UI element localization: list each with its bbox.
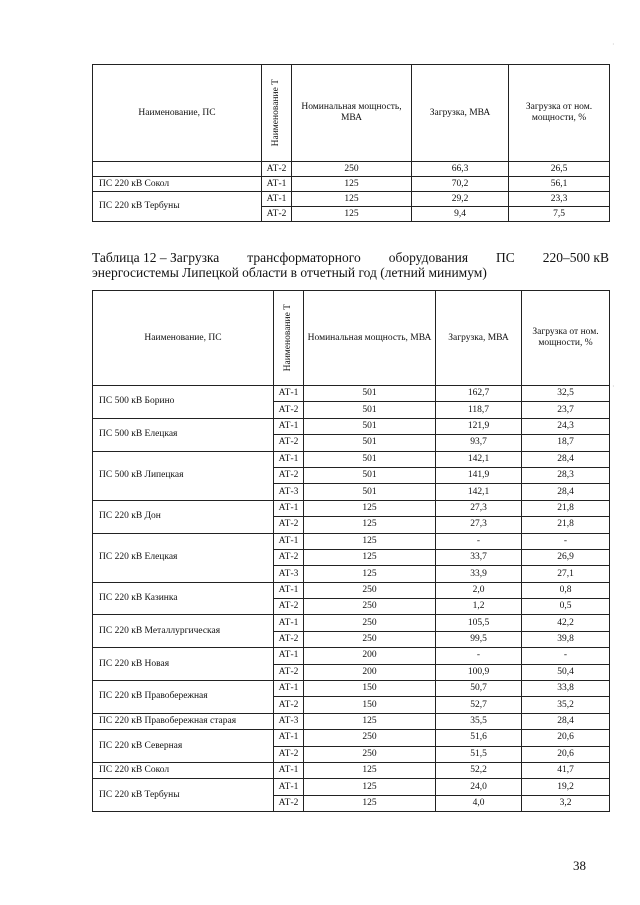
cell-power: 125	[304, 713, 436, 729]
cell-load: -	[436, 648, 522, 664]
cell-power: 125	[304, 533, 436, 549]
cell-name: ПС 220 кВ Новая	[93, 648, 274, 681]
cell-percent: 42,2	[522, 615, 610, 631]
caption-word: Таблица 12 – Загрузка	[92, 250, 220, 265]
cell-percent: 28,4	[522, 484, 610, 500]
cell-load: 70,2	[412, 177, 509, 192]
cell-power: 125	[304, 549, 436, 565]
table-header-row	[93, 65, 610, 162]
cell-percent: 50,4	[522, 664, 610, 680]
cell-power: 250	[304, 599, 436, 615]
cell-unit: АТ-2	[262, 207, 292, 222]
cell-load: 66,3	[412, 162, 509, 177]
cell-percent: 23,3	[509, 192, 610, 207]
cell-load: 51,6	[436, 730, 522, 746]
cell-unit: АТ-2	[274, 795, 304, 811]
cell-unit: АТ-1	[274, 762, 304, 778]
cell-power: 501	[304, 386, 436, 402]
table-row	[93, 418, 610, 434]
cell-load: 33,7	[436, 549, 522, 565]
cell-power: 125	[304, 517, 436, 533]
cell-power: 200	[304, 664, 436, 680]
cell-power: 501	[304, 467, 436, 483]
cell-name: ПС 220 кВ Металлургическая	[93, 615, 274, 648]
scan-mark: ·	[612, 40, 615, 49]
cell-percent: 19,2	[522, 779, 610, 795]
cell-load: 105,5	[436, 615, 522, 631]
cell-name: ПС 220 кВ Правобережная	[93, 681, 274, 714]
cell-load: 27,3	[436, 500, 522, 516]
cell-power: 125	[292, 177, 412, 192]
cell-power: 150	[304, 681, 436, 697]
cell-power: 125	[304, 795, 436, 811]
cell-name: ПС 500 кВ Борино	[93, 386, 274, 419]
cell-unit: АТ-1	[274, 681, 304, 697]
cell-power: 125	[304, 762, 436, 778]
cell-unit: АТ-1	[274, 615, 304, 631]
cell-percent: -	[522, 648, 610, 664]
cell-unit: АТ-1	[274, 648, 304, 664]
cell-unit: АТ-2	[274, 549, 304, 565]
table-row	[93, 451, 610, 467]
cell-name: ПС 220 кВ Дон	[93, 500, 274, 533]
cell-unit: АТ-1	[274, 451, 304, 467]
cell-percent: 28,3	[522, 467, 610, 483]
cell-power: 250	[304, 615, 436, 631]
caption-word: оборудования	[388, 250, 469, 265]
cell-power: 501	[304, 402, 436, 418]
cell-unit: АТ-1	[274, 533, 304, 549]
cell-load: 24,0	[436, 779, 522, 795]
cell-power: 250	[304, 746, 436, 762]
cell-percent: 3,2	[522, 795, 610, 811]
page-number: 38	[573, 858, 586, 873]
cell-name: ПС 220 кВ Северная	[93, 730, 274, 763]
header-load: Загрузка, МВА	[436, 291, 522, 386]
cell-name: ПС 220 кВ Казинка	[93, 582, 274, 615]
cell-percent: 20,6	[522, 730, 610, 746]
table-row	[93, 533, 610, 549]
cell-power: 150	[304, 697, 436, 713]
cell-unit: АТ-1	[274, 582, 304, 598]
table-header-row	[93, 291, 610, 386]
cell-power: 501	[304, 435, 436, 451]
cell-unit: АТ-1	[274, 500, 304, 516]
cell-percent: 0,8	[522, 582, 610, 598]
cell-load: 142,1	[436, 484, 522, 500]
cell-power: 125	[304, 566, 436, 582]
cell-unit: АТ-3	[274, 484, 304, 500]
cell-name: ПС 220 кВ Тербуны	[93, 779, 274, 812]
cell-load: 9,4	[412, 207, 509, 222]
cell-load: 141,9	[436, 467, 522, 483]
cell-load: 1,2	[436, 599, 522, 615]
table-caption	[92, 250, 609, 280]
cell-load: 4,0	[436, 795, 522, 811]
header-load-percent: Загрузка от ном. мощности, %	[509, 65, 610, 162]
cell-power: 501	[304, 451, 436, 467]
table-row	[93, 192, 610, 207]
cell-percent: -	[522, 533, 610, 549]
table-row	[93, 177, 610, 192]
cell-percent: 20,6	[522, 746, 610, 762]
cell-load: 142,1	[436, 451, 522, 467]
cell-unit: АТ-2	[274, 402, 304, 418]
cell-percent: 41,7	[522, 762, 610, 778]
table-row	[93, 713, 610, 729]
table-row	[93, 779, 610, 795]
cell-percent: 28,4	[522, 451, 610, 467]
cell-load: 29,2	[412, 192, 509, 207]
cell-percent: 28,4	[522, 713, 610, 729]
cell-percent: 27,1	[522, 566, 610, 582]
cell-percent: 7,5	[509, 207, 610, 222]
cell-name: ПС 500 кВ Елецкая	[93, 418, 274, 451]
cell-power: 200	[304, 648, 436, 664]
cell-unit: АТ-1	[274, 386, 304, 402]
cell-load: 33,9	[436, 566, 522, 582]
cell-name	[93, 162, 262, 177]
cell-percent: 33,8	[522, 681, 610, 697]
cell-load: 2,0	[436, 582, 522, 598]
cell-unit: АТ-2	[274, 746, 304, 762]
header-power: Номинальная мощность, МВА	[304, 291, 436, 386]
cell-name: ПС 220 кВ Тербуны	[93, 192, 262, 222]
cell-unit: АТ-2	[262, 162, 292, 177]
caption-word: ПС	[496, 250, 515, 265]
cell-unit: АТ-1	[274, 730, 304, 746]
caption-line-1	[92, 250, 609, 265]
cell-percent: 21,8	[522, 517, 610, 533]
table-row	[93, 582, 610, 598]
header-transformer	[274, 291, 304, 386]
cell-power: 125	[292, 207, 412, 222]
header-load: Загрузка, МВА	[412, 65, 509, 162]
cell-load: 118,7	[436, 402, 522, 418]
cell-percent: 0,5	[522, 599, 610, 615]
cell-percent: 56,1	[509, 177, 610, 192]
cell-percent: 21,8	[522, 500, 610, 516]
cell-load: 121,9	[436, 418, 522, 434]
cell-load: 50,7	[436, 681, 522, 697]
cell-power: 125	[304, 779, 436, 795]
cell-load: -	[436, 533, 522, 549]
cell-unit: АТ-2	[274, 599, 304, 615]
cell-load: 52,7	[436, 697, 522, 713]
cell-name: ПС 220 кВ Сокол	[93, 177, 262, 192]
table-continued	[92, 64, 610, 222]
cell-percent: 39,8	[522, 631, 610, 647]
cell-load: 100,9	[436, 664, 522, 680]
cell-unit: АТ-3	[274, 713, 304, 729]
cell-load: 99,5	[436, 631, 522, 647]
caption-line-2: энергосистемы Липецкой области в отчетный год (летний минимум)	[92, 265, 487, 280]
cell-unit: АТ-2	[274, 631, 304, 647]
header-transformer-label: Наименование Т	[271, 79, 282, 147]
cell-unit: АТ-1	[262, 177, 292, 192]
cell-percent: 32,5	[522, 386, 610, 402]
cell-name: ПС 500 кВ Липецкая	[93, 451, 274, 500]
cell-load: 52,2	[436, 762, 522, 778]
cell-unit: АТ-3	[274, 566, 304, 582]
table-row	[93, 681, 610, 697]
table-12-body	[93, 386, 610, 812]
cell-percent: 23,7	[522, 402, 610, 418]
cell-power: 250	[304, 582, 436, 598]
header-load-percent: Загрузка от ном. мощности, %	[522, 291, 610, 386]
cell-power: 125	[292, 192, 412, 207]
cell-load: 35,5	[436, 713, 522, 729]
cell-power: 250	[304, 730, 436, 746]
scan-mark: ·	[612, 382, 615, 391]
table-row	[93, 615, 610, 631]
cell-unit: АТ-2	[274, 467, 304, 483]
cell-unit: АТ-2	[274, 664, 304, 680]
table-row	[93, 162, 610, 177]
cell-power: 501	[304, 418, 436, 434]
cell-unit: АТ-1	[274, 418, 304, 434]
cell-percent: 26,9	[522, 549, 610, 565]
cell-unit: АТ-2	[274, 697, 304, 713]
cell-load: 93,7	[436, 435, 522, 451]
cell-name: ПС 220 кВ Правобережная старая	[93, 713, 274, 729]
cell-percent: 24,3	[522, 418, 610, 434]
cell-power: 250	[292, 162, 412, 177]
cell-load: 162,7	[436, 386, 522, 402]
cell-power: 125	[304, 500, 436, 516]
cell-power: 250	[304, 631, 436, 647]
table-row	[93, 648, 610, 664]
cell-percent: 35,2	[522, 697, 610, 713]
table-row	[93, 500, 610, 516]
cell-unit: АТ-1	[274, 779, 304, 795]
table-row	[93, 762, 610, 778]
cell-unit: АТ-2	[274, 435, 304, 451]
cell-unit: АТ-2	[274, 517, 304, 533]
table-row	[93, 730, 610, 746]
table-row	[93, 386, 610, 402]
cell-percent: 18,7	[522, 435, 610, 451]
cell-name: ПС 220 кВ Елецкая	[93, 533, 274, 582]
caption-word: трансформаторного	[247, 250, 361, 265]
cell-load: 51,5	[436, 746, 522, 762]
table-12	[92, 290, 610, 812]
header-name: Наименование, ПС	[93, 291, 274, 386]
header-name: Наименование, ПС	[93, 65, 262, 162]
cell-unit: АТ-1	[262, 192, 292, 207]
cell-power: 501	[304, 484, 436, 500]
caption-word: 220–500 кВ	[542, 250, 609, 265]
header-transformer-label: Наименование Т	[283, 304, 294, 372]
header-transformer	[262, 65, 292, 162]
cell-name: ПС 220 кВ Сокол	[93, 762, 274, 778]
header-power: Номинальная мощность, МВА	[292, 65, 412, 162]
cell-percent: 26,5	[509, 162, 610, 177]
cell-load: 27,3	[436, 517, 522, 533]
